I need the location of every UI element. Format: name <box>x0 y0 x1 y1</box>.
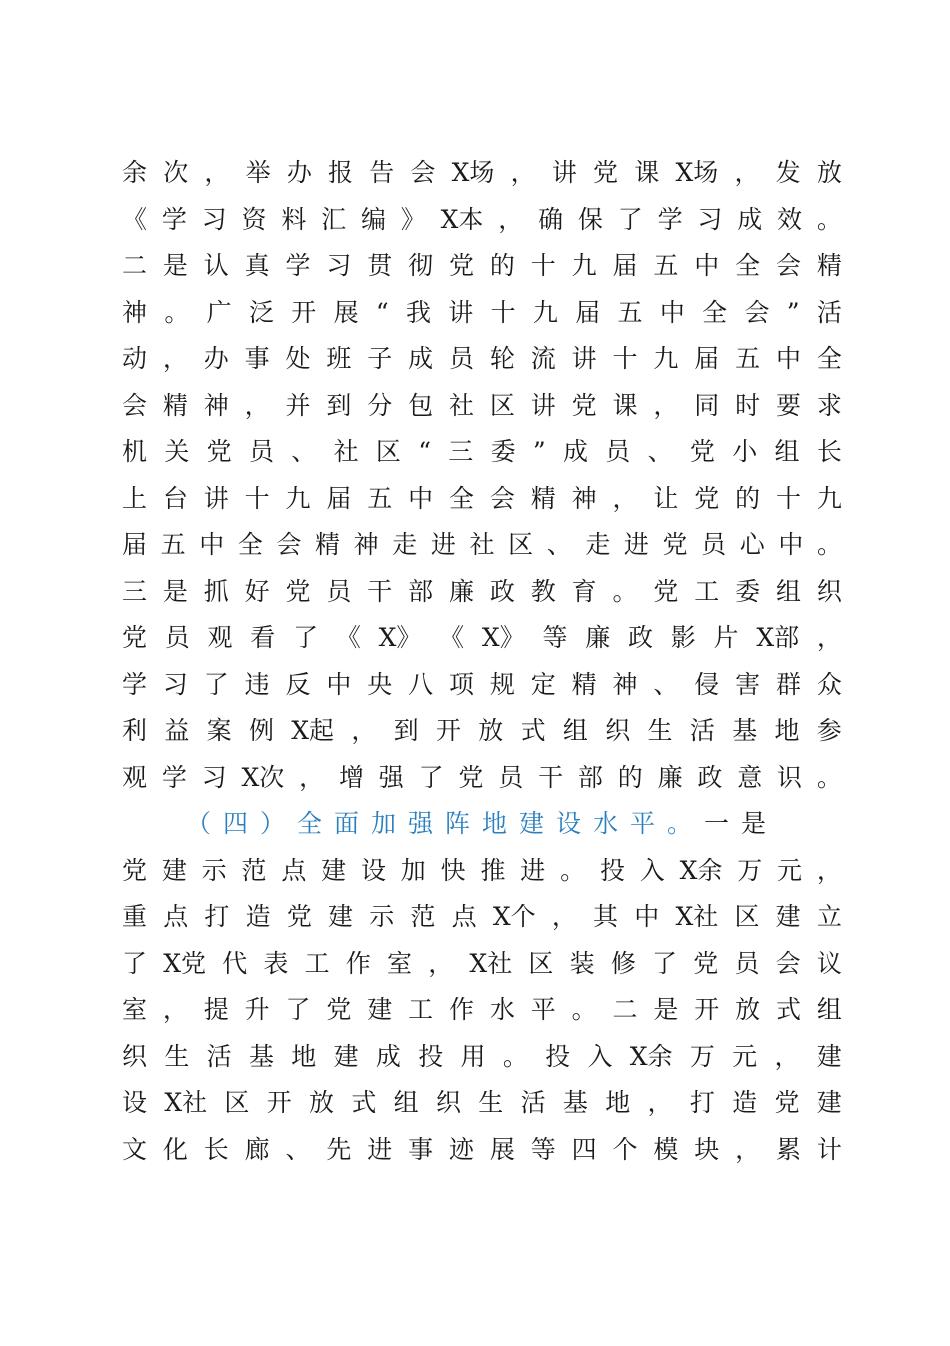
body-text <box>122 150 842 1173</box>
section-heading-continuation: 一是 <box>704 809 779 838</box>
section-heading-line <box>122 801 842 848</box>
section-heading: （四）全面加强阵地建设水平。 <box>186 809 705 838</box>
text-line: 三 是 抓 好 党 员 干 部 廉 政 教 育 。 党 工 委 组 织 <box>122 576 842 606</box>
text-line: 余 次 ， 举 办 报 告 会 X场 ， 讲 党 课 X场 ， 发 放 <box>122 158 842 187</box>
text-line: 会 精 神 ， 并 到 分 包 社 区 讲 党 课 ， 同 时 要 求 <box>122 390 842 420</box>
text-line: 织 生 活 基 地 建 成 投 用 。 投 入 X余 万 元 ， 建 <box>122 1041 842 1071</box>
text-line: 机 关 党 员 、 社 区 “ 三 委 ” 成 员 、 党 小 组 长 <box>122 437 842 466</box>
text-line: 文 化 长 廊 、 先 进 事 迹 展 等 四 个 模 块 ， 累 计 <box>122 1134 842 1164</box>
text-line: 学 习 了 违 反 中 央 八 项 规 定 精 神 、 侵 害 群 众 <box>122 669 842 699</box>
text-line: 观 学 习 X次 ， 增 强 了 党 员 干 部 的 廉 政 意 识 。 <box>122 762 842 792</box>
text-line: 二 是 认 真 学 习 贯 彻 党 的 十 九 届 五 中 全 会 精 <box>122 251 842 280</box>
text-line: 重 点 打 造 党 建 示 范 点 X个 ， 其 中 X社 区 建 立 <box>122 902 842 931</box>
text-line: 利 益 案 例 X起 ， 到 开 放 式 组 织 生 活 基 地 参 <box>122 716 842 745</box>
text-line: 《 学 习 资 料 汇 编 》 X本 ， 确 保 了 学 习 成 效 。 <box>122 204 842 234</box>
text-line: 届 五 中 全 会 精 神 走 进 社 区 、 走 进 党 员 心 中 。 <box>122 530 842 559</box>
text-line: 动 ， 办 事 处 班 子 成 员 轮 流 讲 十 九 届 五 中 全 <box>122 344 842 373</box>
text-line: 神 。 广 泛 开 展 “ 我 讲 十 九 届 五 中 全 会 ” 活 <box>122 297 842 327</box>
text-line: 了 X党 代 表 工 作 室 ， X社 区 装 修 了 党 员 会 议 <box>122 948 842 978</box>
text-line: 设 X社 区 开 放 式 组 织 生 活 基 地 ， 打 造 党 建 <box>122 1088 842 1117</box>
text-line: 党 员 观 看 了 《 X》 《 X》 等 廉 政 影 片 X部 ， <box>122 623 842 652</box>
text-line: 党 建 示 范 点 建 设 加 快 推 进 。 投 入 X余 万 元 ， <box>122 855 842 885</box>
text-line: 室 ， 提 升 了 党 建 工 作 水 平 。 二 是 开 放 式 组 <box>122 995 842 1024</box>
text-line: 上 台 讲 十 九 届 五 中 全 会 精 神 ， 让 党 的 十 九 <box>122 483 842 513</box>
